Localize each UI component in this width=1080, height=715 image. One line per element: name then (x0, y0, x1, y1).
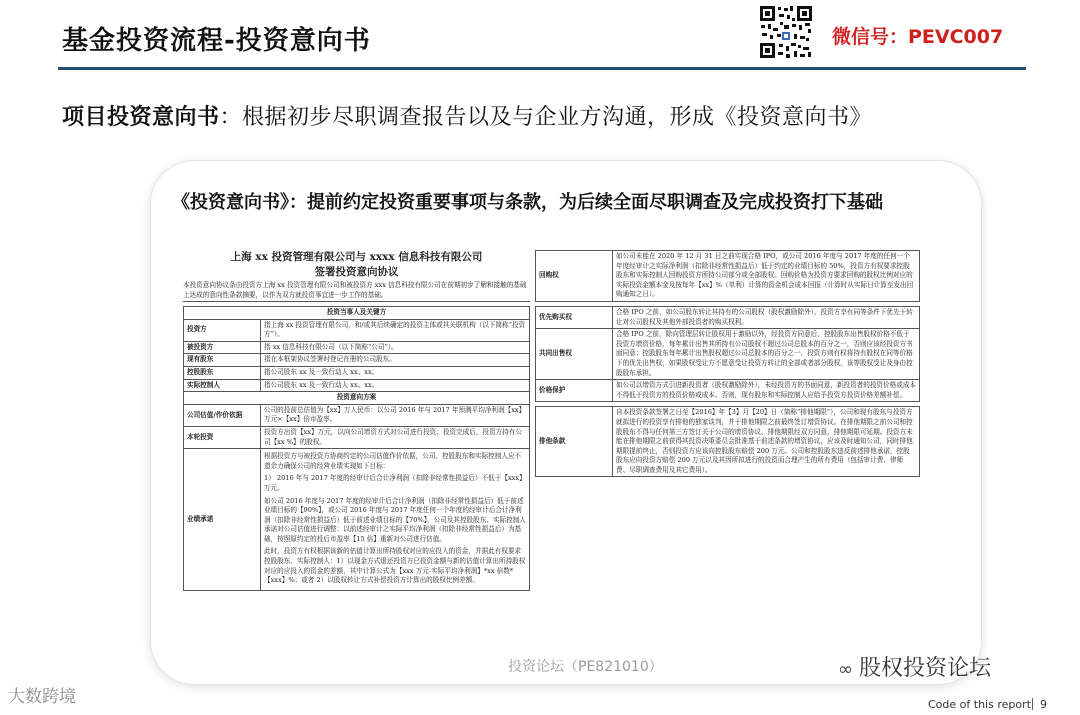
row-value: 合格 IPO 之前，除向管理层转让股权用于激励以外，经投资方同意后，控股股东出售股权价格不低于投资方增资价格，每年累计出售其所持有公司股权不超过公司总股本的百分之一，否则应该经投资方书面同意；控股股东每年累计出售股权超过公司总股本的百分之一，投资方则有权将持有股权在同等价格下的优先出售权，如果股权受让方不愿意受让投资方转让的全部或者部分股权，该等股权受让及身由控股股东承担。 (613, 329, 920, 380)
row-key: 公司估值/作价依据 (184, 404, 261, 426)
footer-report-code: Code of this report (928, 698, 1031, 711)
right-watermark (838, 651, 991, 682)
clause-paragraph: 1） 2016 年与 2017 年度的经审计后合计净利润（扣除非经常性损益后）不低于【xxx】万元。 (264, 474, 526, 492)
row-value: 自本投资条款签署之日至【2016】年【3】月【20】日（简称“排他期限”），公司和现有股东与投资方就拟进行的投资享有排他的独家谈判，并于排他期限之前最终签订增资协议。在排他期限之前公司和控股股东不得与任何第三方签订关于公司的增资协议。排他期限经双方同意，排他期限可延期。投资方未能在排他期限之前获得其投资决策委员会批准基于前述条款的增资协议，应该及时通知公司，同时排他期限提前终止，否则投资方应该向控股股东赔偿 200 万元。公司和控股股东违反前述排他承诺，控股股东应向投资方赔偿 200 万元以及其因所拟进行的投资而合理产生的所有费用（包括审计费、律师费、尽职调查费用及其它费用）。 (613, 407, 920, 477)
row-key: 控股股东 (184, 366, 261, 379)
row-value: 指 xx 信息科技有限公司（以下简称“公司”）。 (261, 341, 530, 354)
row-key: 本轮投资 (184, 426, 261, 448)
subtitle-text: ：根据初步尽职调查报告以及与企业方沟通，形成《投资意向书》 (219, 105, 873, 130)
clause-paragraph: 如公司 2016 年度与 2017 年度的经审计后合计净利润（扣除非经常性损益后）低于前述业绩目标的【90%】，或公司 2016 年度与 2017 年度任何一个年度的经审计后合计净利润（扣除非经常性损益后）低于前述业绩目标的【70%】，公司及其控股股东、实际控制人承诺对公司估值进行调整：以前述经审计之实际平均净利润（扣除非经常性损益后）为基础，按照原约定的投后市盈率【15 倍】重新对公司进行估值。 (264, 496, 526, 543)
row-key: 排他条款 (536, 407, 613, 477)
table-row (184, 379, 530, 392)
table-row (184, 404, 530, 426)
wechat-logo-icon: ∞ (838, 659, 853, 680)
row-value (261, 449, 530, 591)
row-key: 共同出售权 (536, 329, 613, 380)
row-value: 指上海 xx 投资管理有限公司，和/或其后续确定的投资主体或其关联机构（以下简称“投资方”）。 (261, 319, 530, 341)
doc-left-page (183, 250, 530, 591)
section-heading: 投资当事人及关键方 (184, 307, 530, 320)
header-rule (58, 67, 1026, 70)
subtitle-lead: 项目投资意向书 (62, 105, 220, 130)
table-row (536, 407, 920, 477)
right-watermark-text: 股权投资论坛 (859, 656, 992, 681)
row-value: 如公司以增资方式引进新投资者（股权激励除外），未经投资方的书面同意，新投资者的投资价格或成本不得低于投资方的投资价格或成本。否则，现有股东和实际控制人应给予投资方投资价格差额补偿。 (613, 380, 920, 402)
footer-divider (1032, 698, 1033, 710)
row-value: 投资方出资【xx】万元，以向公司增资方式对公司进行投资；投资完成后，投资方持有公司【xx %】的股权。 (261, 426, 530, 448)
table-row (536, 380, 920, 402)
table-row (184, 366, 530, 379)
row-key: 回购权 (536, 251, 613, 302)
table-row (184, 426, 530, 448)
frame-title: 《投资意向书》：提前约定投资重要事项与条款，为后续全面尽职调查及完成投资打下基础 (172, 192, 883, 213)
doc-right-page (535, 250, 920, 481)
table-row (536, 251, 920, 302)
row-key: 被投资方 (184, 341, 261, 354)
table-row (184, 354, 530, 367)
subtitle (62, 100, 872, 131)
clause-paragraph: 此时，投资方有权根据该新的估值计算出所持股权对应的应投入的资金，并据此有权要求控股股东、实际控制人：1）以现金方式退还投资方已投资金额与新的估值计算出所持股权对应的应投入的资金的差额，其中计算公式为【xxx 万元-实际平均净利润】*xx 倍数*【xxx】%；或者 2）以股权转让方式补偿投资方计算出的股权比例差额。 (264, 547, 526, 585)
page-number: 9 (1040, 698, 1047, 711)
table-row (536, 329, 920, 380)
row-key: 价格保护 (536, 380, 613, 402)
left-watermark: 大数跨境 (8, 687, 76, 707)
slide-title: 基金投资流程-投资意向书 (62, 26, 371, 56)
clause-table (535, 406, 920, 477)
table-row (184, 319, 530, 341)
qr-code-icon (758, 4, 814, 60)
row-key: 投资方 (184, 319, 261, 341)
clause-paragraph: 根据投资方与被投资方协商约定的公司估值作价依据，公司、控股股东和实际控制人应不遗余力确保公司的经营业绩实现如下目标： (264, 452, 522, 470)
doc-agreement-title: 签署投资意向协议 (314, 266, 399, 278)
doc-intro: 本投资意向协议条由投资方上海 xx 投资管理有限公司和被投资方 xxx 信息科技有限公司在前期初步了解和接触的基础上达成的意向性条款摘要，以作为双方就投资事宜进一步工作的基础。 (183, 280, 530, 302)
table-row (184, 341, 530, 354)
row-key: 现有股东 (184, 354, 261, 367)
row-key: 实际控制人 (184, 379, 261, 392)
row-value: 指在本框架协议签署时登记在册的公司股东。 (261, 354, 530, 367)
center-watermark: 投资论坛（PE821010） (508, 659, 663, 675)
wechat-id: 微信号：PEVC007 (832, 26, 1004, 48)
row-value: 指公司股东 xx 及一致行动人 xx、xx。 (261, 366, 530, 379)
doc-company-line: 上海 xx 投资管理有限公司与 xxxx 信息科技有限公司 (230, 251, 483, 263)
table-row (536, 306, 920, 328)
clause-table (535, 250, 920, 302)
row-key: 优先购买权 (536, 306, 613, 328)
clause-table (535, 306, 920, 402)
parties-table (183, 306, 530, 591)
row-value: 如公司未能在 2020 年 12 月 31 日之前实现合格 IPO，或公司 2016 年度与 2017 年度的任何一个年度经审计之实际净利润（扣除非经常性损益后）低于约定的业绩目标的 50%，投资方有权要求控股股东和实际控制人回购投资方所持公司部分或全部股权。回购价格为投资方要求回购的股权比例对应的实际投资金额本金及按每年【xx】%（单利）计算的资金机会成本回报（计算时从实际日计算至发出回购通知之日）。 (613, 251, 920, 302)
section-heading: 投资意向方案 (184, 392, 530, 405)
row-value: 合格 IPO 之前，如公司股东转让其持有的公司股权（股权激励除外），投资方享有同等条件下优先于转让对公司股权及其他外部投资者的购买权利。 (613, 306, 920, 328)
row-key: 业绩承诺 (184, 449, 261, 591)
row-value: 指公司股东 xx 及一致行动人 xx、xx。 (261, 379, 530, 392)
row-value: 公司的投前总估值为【xx】万人民币：以公司 2016 年与 2017 年预测平均净利润【xx】万元×【xx】倍市盈率。 (261, 404, 530, 426)
table-row (184, 449, 530, 591)
